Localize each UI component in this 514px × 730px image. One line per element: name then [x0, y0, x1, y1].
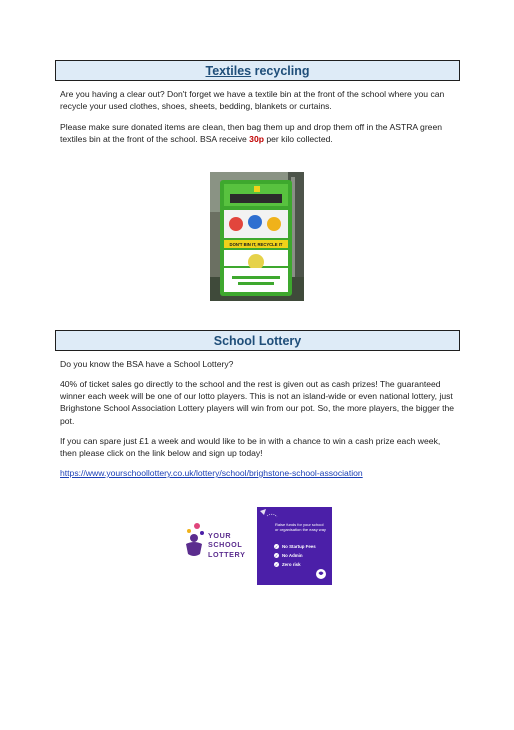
lottery-signup-link[interactable]: https://www.yourschoollottery.co.uk/lottery/school/brighstone-school-association [60, 468, 363, 478]
card-intro: Raise funds for your school or organisation the easy way [275, 522, 326, 532]
lottery-figure-icon [183, 520, 208, 564]
textile-bin-illustration [210, 172, 304, 301]
check-icon: ✓ [274, 562, 279, 567]
card-item-startup [274, 544, 316, 549]
lottery-paragraph-3: If you can spare just £1 a week and would like to be in with a chance to win a cash prize each week, then please click on the link below and sign up today! [60, 436, 441, 459]
check-icon: ✓ [274, 544, 279, 549]
textiles-title-link[interactable]: Textiles [205, 63, 252, 78]
textiles-p2-before: Please make sure donated items are clean, then bag them up and drop them off in the ASTRA green textiles bin at the front of the school. BSA receive [60, 122, 443, 145]
logo-line-3: LOTTERY [208, 549, 246, 559]
card-item-label: Zero risk [282, 562, 301, 567]
card-item-label: No Startup Fees [282, 544, 316, 549]
bin-slogan: DON'T BIN IT, RECYCLE IT [229, 242, 283, 247]
textiles-paragraph-1: Are you having a clear out? Don't forget we have a textile bin at the front of the school where you can recycle your used clothes, shoes, sheets, bedding, blankets or curtains. [60, 89, 445, 112]
card-item-admin [274, 553, 303, 558]
card-item-risk [274, 562, 301, 567]
check-icon: ✓ [274, 553, 279, 558]
textiles-section-header [55, 60, 460, 81]
lottery-paragraph-2: 40% of ticket sales go directly to the school and the rest is given out as cash prizes! The guaranteed winner each week will be one of our lotto players. This is not an island-wide or even national lottery, just Brighstone School Association Lottery players will win from our pot. So, the more players, the bigger the pot. [60, 379, 455, 426]
textile-bin-photo [210, 172, 304, 301]
textiles-title-rest: recycling [251, 63, 310, 78]
logo-line-2: SCHOOL [208, 540, 243, 550]
textiles-paragraph-2 [60, 121, 455, 145]
card-item-label: No Admin [282, 553, 303, 558]
textiles-amount: 30p [249, 134, 264, 145]
lottery-paragraph-1: Do you know the BSA have a School Lottery? [60, 359, 234, 369]
textiles-p2-after: per kilo collected. [263, 134, 333, 145]
lottery-section-header [55, 330, 460, 351]
logo-line-1: YOUR [208, 531, 232, 540]
lottery-title: School Lottery [213, 333, 302, 348]
lottery-logo-text [208, 531, 245, 559]
lottery-promo-card [257, 507, 332, 585]
